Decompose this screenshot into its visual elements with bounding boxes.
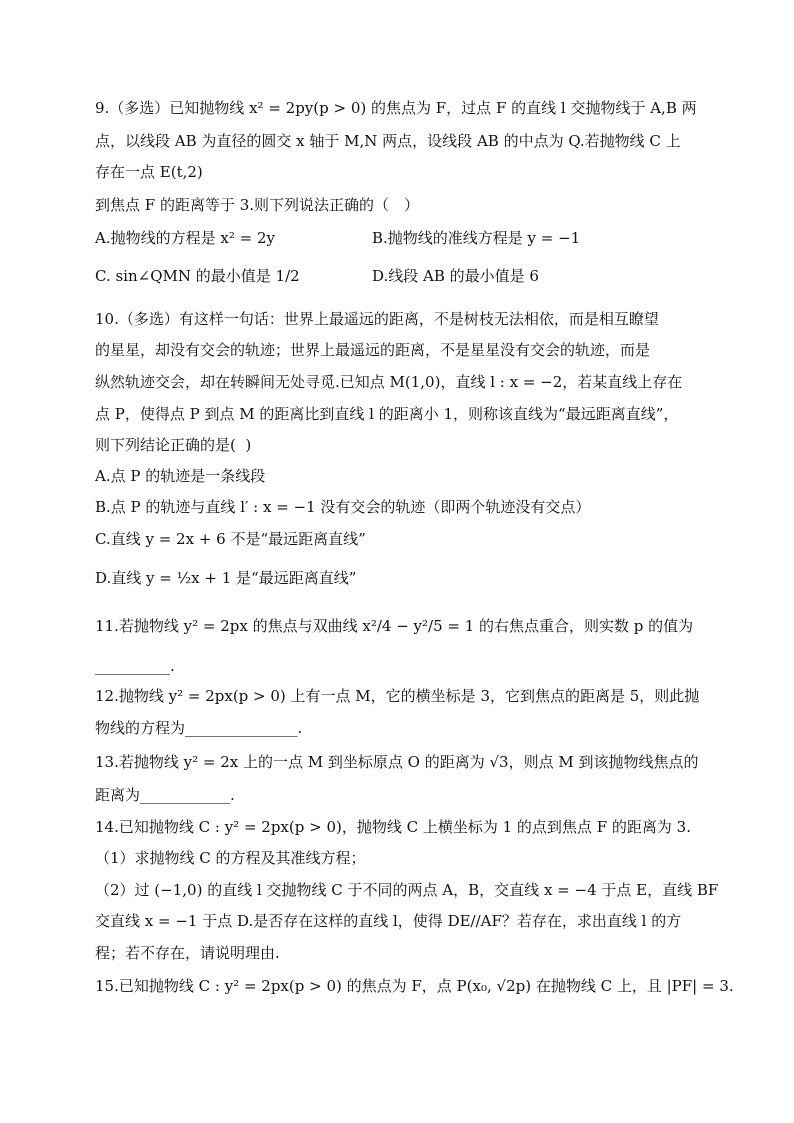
q10-option-b: B.点 P 的轨迹与直线 l′ : x = −1 没有交会的轨迹（即两个轨迹没有交点） <box>95 498 591 516</box>
q10-line-3: 纵然轨迹交会，却在转瞬间无处寻觅.已知点 M(1,0)，直线 l : x = −2，若某直线上存在 <box>95 373 683 391</box>
q10-option-a: A.点 P 的轨迹是一条线段 <box>95 467 266 485</box>
q11-line-1: 11.若抛物线 y² = 2px 的焦点与双曲线 x²/4 − y²/5 = 1 的右焦点重合，则实数 p 的值为 <box>95 617 694 635</box>
q10-line-5: 则下列结论正确的是( ) <box>95 436 252 454</box>
q9-option-b: B.抛物线的准线方程是 y = −1 <box>372 229 581 247</box>
q12-line-1: 12.抛物线 y² = 2px(p > 0) 上有一点 M，它的横坐标是 3，它到焦点的距离是 5，则此抛 <box>95 687 700 705</box>
q14-part-1: （1）求抛物线 C 的方程及其准线方程； <box>95 849 366 867</box>
q11-blank: __________. <box>95 657 175 675</box>
q12-line-2: 物线的方程为_______________. <box>95 719 303 737</box>
q14-line-1: 14.已知抛物线 C : y² = 2px(p > 0)，抛物线 C 上横坐标为 1 的点到焦点 F 的距离为 3. <box>95 818 691 836</box>
q10-option-c: C.直线 y = 2x + 6 不是“最远距离直线” <box>95 530 366 548</box>
q13-line-2: 距离为____________. <box>95 786 235 804</box>
q10-line-4: 点 P，使得点 P 到点 M 的距离比到直线 l 的距离小 1，则称该直线为“最远距离直线”， <box>95 405 679 423</box>
q9-line-1: 9.（多选）已知抛物线 x² = 2py(p > 0) 的焦点为 F，过点 F 的直线 l 交抛物线于 A,B 两 <box>95 99 697 117</box>
q13-line-1: 13.若抛物线 y² = 2x 上的一点 M 到坐标原点 O 的距离为 √3，则点 M 到该抛物线焦点的 <box>95 753 699 771</box>
q15-line-1: 15.已知抛物线 C : y² = 2px(p > 0) 的焦点为 F，点 P(x₀, √2p) 在抛物线 C 上，且 |PF| = 3. <box>95 977 734 995</box>
q9-line-4: 到焦点 F 的距离等于 3.则下列说法正确的（ ） <box>95 196 420 214</box>
q9-option-d-wrap <box>372 266 734 286</box>
q14-part-2-line-1: （2）过 (−1,0) 的直线 l 交抛物线 C 于不同的两点 A，B，交直线 x = −4 于点 E，直线 BF <box>95 881 719 899</box>
q14-part-2-line-3: 程；若不存在，请说明理由. <box>95 944 280 962</box>
q14-part-2-line-2: 交直线 x = −1 于点 D.是否存在这样的直线 l，使得 DE//AF？若存在，求出直线 l 的方 <box>95 912 682 930</box>
q9-line-3: 存在一点 E(t,2) <box>95 163 203 181</box>
q9-option-c: C. sin∠QMN 的最小值是 1/2 <box>95 267 300 285</box>
q10-line-2: 的星星，却没有交会的轨迹；世界上最遥远的距离，不是星星没有交会的轨迹，而是 <box>95 341 651 359</box>
q10-option-d: D.直线 y = ½x + 1 是“最远距离直线” <box>95 569 357 587</box>
q10-line-1: 10.（多选）有这样一句话：世界上最遥远的距离，不是树枝无法相依，而是相互瞭望 <box>95 310 659 328</box>
q9-option-a: A.抛物线的方程是 x² = 2y <box>95 229 275 247</box>
q9-option-b-wrap <box>372 228 734 248</box>
q9-line-2: 点，以线段 AB 为直径的圆交 x 轴于 M,N 两点，设线段 AB 的中点为 Q.若抛物线 C 上 <box>95 132 681 150</box>
q9-option-d: D.线段 AB 的最小值是 6 <box>372 267 539 285</box>
